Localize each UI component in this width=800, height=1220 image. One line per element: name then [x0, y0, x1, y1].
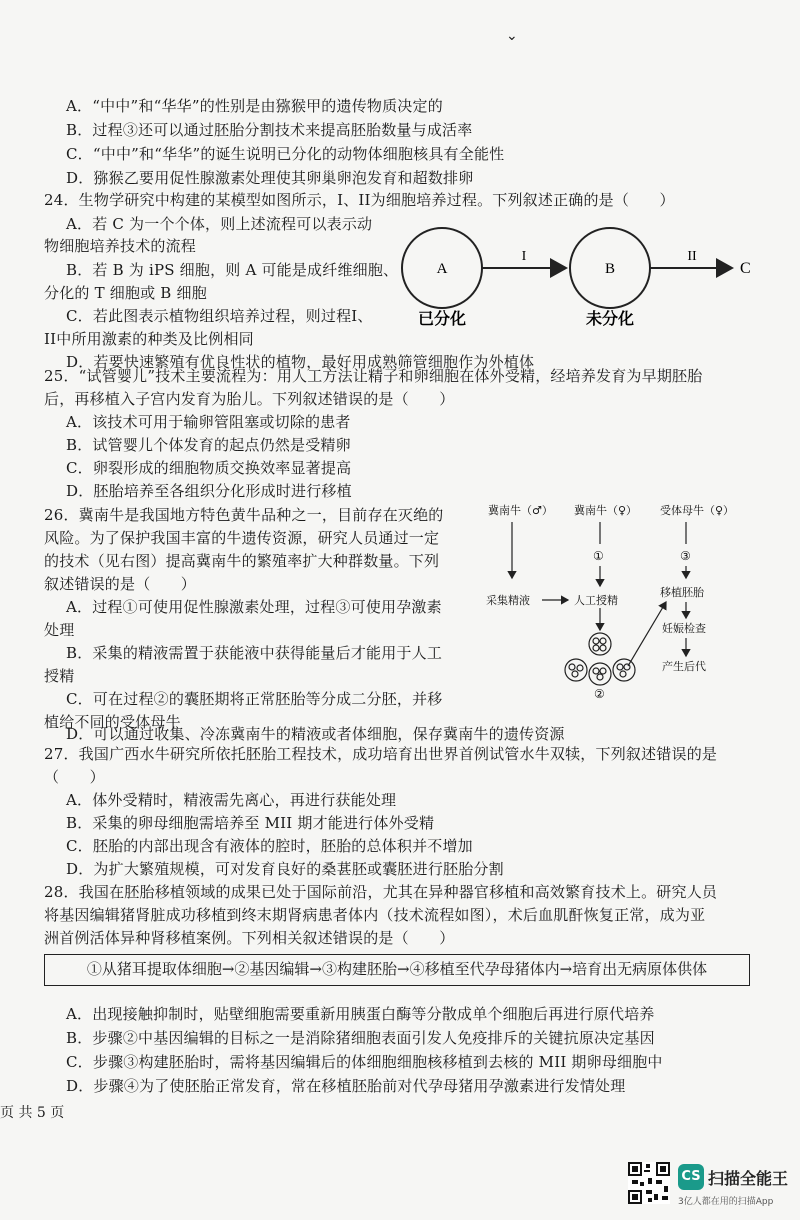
q26-option-c: C．可在过程②的囊胚期将正常胚胎等分成二分胚，并移: [66, 690, 443, 708]
q25-option-a: A．该技术可用于输卵管阻塞或切除的患者: [66, 413, 351, 431]
label-undifferentiated: 未分化: [585, 309, 635, 328]
label-c: C: [740, 260, 751, 277]
q26-option-b: B．采集的精液需置于获能液中获得能量后才能用于人工: [66, 644, 443, 662]
qr-code-icon: [628, 1162, 670, 1204]
label-differentiated: 已分化: [417, 309, 467, 328]
q27-stem-2: （ ）: [44, 768, 105, 786]
q28-option-b: B．步骤②中基因编辑的目标之一是消除猪细胞表面引发人免疫排斥的关键抗原决定基因: [66, 1029, 655, 1047]
q24-model-diagram: [396, 224, 766, 336]
q25-stem-1: 25．“试管婴儿”技术主要流程为：用人工方法让精子和卵细胞在体外受精，经培养发育为早期胚胎: [44, 367, 703, 385]
fig-step-3: ③: [680, 549, 691, 563]
q28-flow-box: ①从猪耳提取体细胞→②基因编辑→③构建胚胎→④移植至代孕母猪体内→培育出无病原体供体: [44, 954, 750, 986]
q24-option-c: C．若此图表示植物组织培养过程，则过程I、: [66, 307, 373, 325]
fig-embryo-transfer: 移植胚胎: [660, 586, 704, 599]
q25-option-b: B．试管婴儿个体发育的起点仍然是受精卵: [66, 436, 351, 454]
q23-option-d: D．猕猴乙要用促性腺激素处理使其卵巢卵泡发育和超数排卵: [66, 169, 474, 187]
q28-stem-3: 洲首例活体异种肾移植案例。下列相关叙述错误的是（ ）: [44, 929, 455, 947]
q28-option-d: D．步骤④为了使胚胎正常发育，常在移植胚胎前对代孕母猪用孕激素进行发情处理: [66, 1077, 626, 1095]
fig-recipient-cow: 受体母牛（♀）: [660, 504, 735, 517]
camscanner-logo: CS: [678, 1164, 704, 1190]
scan-mark: ⌄: [506, 28, 518, 44]
label-a: A: [436, 261, 448, 277]
q25-option-d: D．胚胎培养至各组织分化形成时进行移植: [66, 482, 352, 500]
camscanner-tagline: 3亿人都在用的扫描App: [678, 1197, 774, 1207]
fig-step-2: ②: [594, 687, 605, 701]
q23-option-a: A．“中中”和“华华”的性别是由猕猴甲的遗传物质决定的: [66, 97, 443, 115]
page-footer: 页 共 5 页: [0, 1105, 65, 1121]
fig-pregnancy-check: 妊娠检查: [662, 622, 706, 635]
q26-stem-4: 叙述错误的是（ ）: [44, 575, 197, 593]
q26-option-c-cont: 植给不同的受体母牛: [44, 713, 181, 731]
q26-stem-3: 的技术（见右图）提高冀南牛的繁殖率扩大种群数量。下列: [44, 552, 440, 570]
q26-option-a-cont: 处理: [44, 621, 75, 639]
q24-option-b-cont: 分化的 T 细胞或 B 细胞: [44, 284, 207, 302]
q28-option-a: A．出现接触抑制时，贴壁细胞需要重新用胰蛋白酶等分散成单个细胞后再进行原代培养: [66, 1005, 655, 1023]
q26-stem-1: 26．冀南牛是我国地方特色黄牛品种之一，目前存在灭绝的: [44, 506, 444, 524]
fig-female-cattle: 冀南牛（♀）: [574, 504, 638, 517]
arrow-ii-label: II: [687, 249, 697, 264]
q26-option-b-cont: 授精: [44, 667, 75, 685]
q27-option-c: C．胚胎的内部出现含有液体的腔时，胚胎的总体积并不增加: [66, 837, 473, 855]
q24-option-c-cont: II中所用激素的种类及比例相同: [44, 330, 254, 348]
q26-option-a: A．过程①可使用促性腺激素处理，过程③可使用孕激素: [66, 598, 442, 616]
fig-step-1: ①: [593, 549, 604, 563]
q27-option-b: B．采集的卵母细胞需培养至 MII 期才能进行体外受精: [66, 814, 435, 832]
camscanner-name: 扫描全能王: [708, 1169, 789, 1188]
q27-option-a: A．体外受精时，精液需先离心，再进行获能处理: [66, 791, 397, 809]
q26-option-d: D．可以通过收集、冷冻冀南牛的精液或者体细胞，保存冀南牛的遗传资源: [66, 725, 565, 743]
q27-stem-1: 27．我国广西水牛研究所依托胚胎工程技术，成功培育出世界首例试管水牛双犊，下列叙述错误的是: [44, 745, 718, 763]
q28-stem-2: 将基因编辑猪肾脏成功移植到终末期肾病患者体内（技术流程如图），术后血肌酐恢复正常，成为亚: [44, 906, 706, 924]
q24-option-d: D．若要快速繁殖有优良性状的植物，最好用成熟筛管细胞作为外植体: [66, 353, 535, 371]
q24-option-a: A．若 C 为一个个体，则上述流程可以表示动: [66, 215, 373, 233]
fig-male-cattle: 冀南牛（♂）: [488, 504, 553, 517]
fig-arrow-embryo-to-transfer: [628, 602, 666, 666]
q25-stem-2: 后，再移植入子宫内发育为胎儿。下列叙述错误的是（ ）: [44, 390, 455, 408]
q28-option-c: C．步骤③构建胚胎时，需将基因编辑后的体细胞细胞核移植到去核的 MII 期卵母细胞中: [66, 1053, 663, 1071]
fig-insemination: 人工授精: [574, 594, 618, 607]
fig-collect-semen: 采集精液: [486, 594, 530, 607]
q24-stem: 24．生物学研究中构建的某模型如图所示，I、II为细胞培养过程。下列叙述正确的是（ ）: [44, 191, 675, 209]
arrow-i-label: I: [521, 249, 527, 264]
fig-embryo-cells: [565, 633, 635, 685]
q23-option-b: B．过程③还可以通过胚胎分割技术来提高胚胎数量与成活率: [66, 121, 473, 139]
q24-option-b: B．若 B 为 iPS 细胞，则 A 可能是成纤维细胞、: [66, 261, 399, 279]
q23-option-c: C．“中中”和“华华”的诞生说明已分化的动物体细胞核具有全能性: [66, 145, 505, 163]
q26-stem-2: 风险。为了保护我国丰富的牛遗传资源，研究人员通过一定: [44, 529, 440, 547]
q28-stem-1: 28．我国在胚胎移植领域的成果已处于国际前沿，尤其在异种器官移植和高效繁育技术上。研究人员: [44, 883, 718, 901]
q24-option-a-cont: 物细胞培养技术的流程: [44, 237, 197, 255]
q26-cattle-flow-diagram: [482, 498, 788, 706]
q25-option-c: C．卵裂形成的细胞物质交换效率显著提高: [66, 459, 352, 477]
q27-option-d: D．为扩大繁殖规模，可对发育良好的桑葚胚或囊胚进行胚胎分割: [66, 860, 504, 878]
fig-offspring: 产生后代: [662, 660, 706, 673]
label-b: B: [604, 261, 616, 277]
